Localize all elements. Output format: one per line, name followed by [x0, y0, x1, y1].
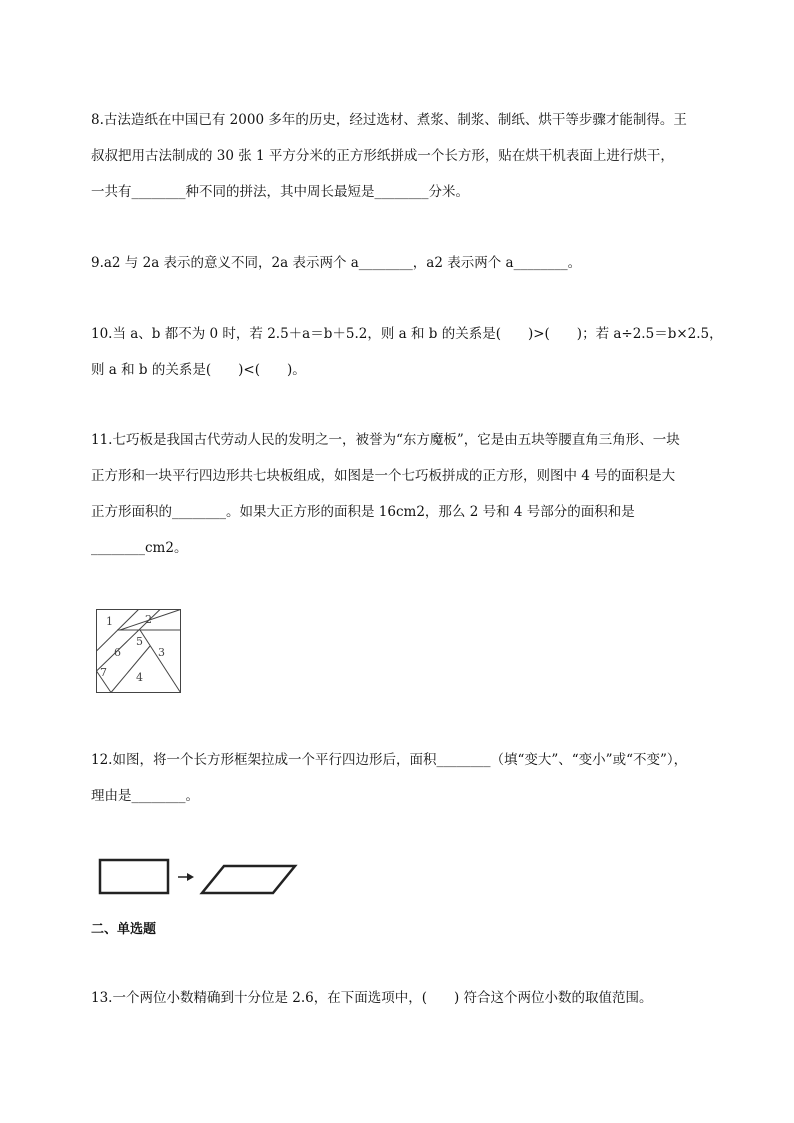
tangram-label: 1	[106, 615, 113, 628]
parallelogram-frame	[202, 866, 295, 893]
rectangle-frame	[100, 860, 168, 893]
tangram-label: 3	[158, 646, 165, 659]
tangram-label: 5	[136, 635, 143, 648]
q12-line-1: 12.如图，将一个长方形框架拉成一个平行四边形后，面积________（填“变大”、“变小”或“不变”），	[91, 752, 688, 768]
tangram-label: 4	[136, 671, 143, 684]
q8-line-1: 8.古法造纸在中国已有 2000 多年的历史，经过选材、煮浆、制浆、制纸、烘干等步骤才能制得。王	[91, 112, 687, 128]
q11-line-3: 正方形面积的________。如果大正方形的面积是 16cm2，那么 2 号和 4 号部分的面积和是	[91, 504, 635, 520]
tangram-figure	[96, 609, 182, 694]
q12-line-2: 理由是________。	[91, 788, 199, 804]
q8-line-2: 叔叔把用古法制成的 30 张 1 平方分米的正方形纸拼成一个长方形，贴在烘干机表面上进行烘干，	[91, 148, 674, 164]
q8-line-3: 一共有________种不同的拼法，其中周长最短是________分米。	[91, 184, 469, 200]
tangram-edge	[140, 630, 181, 693]
q11-line-4: ________cm2。	[91, 540, 188, 556]
arrow-icon	[187, 873, 194, 881]
q9-line-1: 9.a2 与 2a 表示的意义不同，2a 表示两个 a________，a2 表示两个 a________。	[91, 255, 582, 271]
section-title: 二、单选题	[91, 922, 157, 937]
q11-line-2: 正方形和一块平行四边形共七块板组成，如图是一个七巧板拼成的正方形，则图中 4 号的面积是大	[91, 468, 676, 484]
tangram-label: 7	[100, 666, 107, 679]
q11-line-1: 11.七巧板是我国古代劳动人民的发明之一，被誉为“东方魔板”，它是由五块等腰直角三角形、一块	[91, 432, 680, 448]
tangram-label: 2	[145, 613, 152, 626]
rectangle-to-parallelogram-figure	[98, 858, 300, 898]
q13-line-1: 13.一个两位小数精确到十分位是 2.6，在下面选项中，( ) 符合这个两位小数的取值范围。	[91, 990, 653, 1006]
q10-line-2: 则 a 和 b 的关系是( )<( )。	[91, 362, 306, 378]
q10-line-1: 10.当 a、b 都不为 0 时，若 2.5＋a＝b＋5.2，则 a 和 b 的关系是( )>( )；若 a÷2.5＝b×2.5，	[91, 326, 723, 342]
tangram-label: 6	[114, 646, 121, 659]
